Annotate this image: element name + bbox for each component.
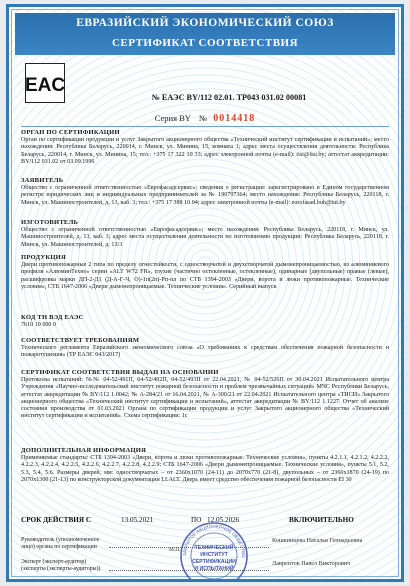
series-number: 0014418 [213,113,256,124]
section-title: ПРОДУКЦИЯ [21,254,66,261]
expert-name: Лаврентов Павел Викторович [272,560,351,567]
section-text: Общество с ограниченной ответственностью «Еврофасадсервис»; сведения о регистрации: зарегистрировано в Едином государственном регистре юридических лиц и индивидуальных предпринимателей за № 190797364; место нахождения: Республика Беларусь, 220118, г. Минск, ул. Машиностроителей, д. 13, каб. 3; тел.: +375 17 388 10 04; адрес электронной почты (e-mail): eurofasad.buh@tut.by [21,185,389,206]
section-title: СЕРТИФИКАТ СООТВЕТСТВИЯ ВЫДАН НА ОСНОВАНИИ [21,369,219,376]
section-text: Двери противопожарные 2 типа по пределу огнестойкости, с одностворчатой и двухстворчатой дымонепроницаемостью, из алюминиевого профиля «АлюминТехно» серии «ALT W72 FR», глухие (частично остекленные, остекленные), одинарные (двупольные) правые (левые), расшифровка марки ДП-2-Д1 (Д-А-Г-Ч, О)-1п(2п)-Рп-пл по СТБ 1394-2003 «Двери, ворота и люки противопожарные. Технические условия», СТБ 1647-2006 «Двери дымонепроницаемые. Технические условия». Серийный выпуск [21,262,389,290]
section-applicant [21,177,389,207]
head-label-line-1: Руководитель (уполномоченное [21,537,100,543]
union-title: ЕВРАЗИЙСКИЙ ЭКОНОМИЧЕСКИЙ СОЮЗ [76,17,334,29]
section-text: Применяемые стандарты: СТБ 1394-2003 «Двери, ворота и люки противопожарные. Технические условия», пункты 4.2.1.1, 4.2.1.2, 4.2.2.2, 4.2.2.3, 4.2.2.4, 4.2.2.5, 4.2.2.6, 4.2.2.7, 4.2.2.8, 4.2.2.9; СТБ 1647-2006 «Двери дымонепроницаемые. Технические условия», пункты 5.1, 5.2, 5.3, 5.4, 5.6. Размеры дверей, мм: одностворчатых – от 2360х1070 (24-11) до 2070х770 (21-8), двупольных – от 2360х1870 (24-19) по 2070х1300 (21-13) по конструкторской документации LI.ALT. Дверь имеет средство обеспечения пожарной безопасности EI 30 [21,455,389,483]
section-text: Общество с ограниченной ответственностью «Еврофасадсервис»; место нахождения: Республика Беларусь, 220118, г. Минск, ул. Машиностроителей, д. 13, каб. 3; адрес места осуществления деятельности по изготовлению продукции: Республика Беларусь, 220118, г. Минск, ул. Машиностроителей, д. 13/3 [21,227,389,248]
seal-place-label: М.П. [169,547,181,553]
head-label-line-2: лицо) органа по сертификации [21,543,97,550]
term-inclusive: ВКЛЮЧИТЕЛЬНО [289,516,354,524]
expert-signature-label [21,559,100,572]
stamp-line-4: И ИСПЫТАНИЙ [194,566,234,572]
term-to: 12.05.2026 [207,516,240,524]
section-title: КОД ТН ВЭД ЕАЭС [21,314,84,321]
registration-number: № ЕАЭС BY/112 02.01. ТР043 031.02 00081 [151,93,307,102]
section-text: 7610 10 000 0 [21,322,57,329]
certificate [6,4,404,582]
header-banner [15,13,395,55]
series-label: Серия BY [154,113,191,123]
stamp-line-3: СЕРТИФИКАЦИИ [192,559,236,565]
section-basis [21,369,389,420]
term-to-label: ПО [191,516,202,524]
section-text: Технического регламента Евразийского экономического союза «О требованиях к средствам обеспечения пожарной безопасности и пожаротушения» (ТР ЕАЭС 043/2017) [21,345,389,359]
section-title: ИЗГОТОВИТЕЛЬ [21,219,79,226]
section-product [21,254,389,291]
section-text: Орган по сертификации продукции и услуг Закрытого акционерного общества «Технический институт сертификации и испытаний»; место нахождения: Республика Беларусь, 220014, г. Минск, ул. Минина, 15, комната 1; адрес места осуществления деятельности: Республика Беларусь, 220014, г. Минск, ул. Минина, 15; тел.: +375 17 322 10 33; адрес электронной почты (e-mail): tisi@tisi.by; аттестат аккредитации: BY/112 031.02 от 03.09.1996 [21,137,389,165]
divider [21,126,389,127]
term-label: СРОК ДЕЙСТВИЯ С [21,516,92,524]
stamp-ring-text: ЗАКРЫТОЕ АКЦИОНЕРНОЕ ОБЩЕСТВО [181,523,247,558]
expert-label-line-2: (эксперты (эксперты-аудиторы)) [21,565,101,572]
stamp-line-1: ТЕХНИЧЕСКИЙ [194,545,234,551]
organization-stamp-icon [179,521,249,582]
head-signature-label [21,537,99,550]
series-number-symbol: № [199,113,208,123]
section-title: ОРГАН ПО СЕРТИФИКАЦИИ [21,129,120,136]
section-additional [21,447,389,484]
section-manufacturer [21,219,389,249]
series-line [9,113,401,124]
section-title: ДОПОЛНИТЕЛЬНАЯ ИНФОРМАЦИЯ [21,447,147,454]
eac-logo-icon [25,63,65,103]
section-title: СООТВЕТСТВУЕТ ТРЕБОВАНИЯМ [21,337,140,344]
document-title: СЕРТИФИКАТ СООТВЕТСТВИЯ [111,37,299,49]
section-requirements [21,337,389,360]
head-name: Кошкинцева Наталья Геннадьевна [272,537,363,544]
term-from: 13.05.2021 [121,516,154,524]
section-certification-body [21,129,389,166]
eac-logo-text: EAC [25,75,65,96]
section-title: ЗАЯВИТЕЛЬ [21,177,64,184]
expert-label-line-1: Эксперт (эксперт-аудитор) [21,559,87,565]
stamp-line-2: ИНСТИТУТ [200,552,228,558]
section-text: Протоколы испытаний: №№ 04-52/491П, 04-52/492П, 04-52/493П от 22.04.2021, № 04-52/526П от 30.04.2021 Испытательного центра Учреждения «Научно-исследовательский институт пожарной безопасности и проблем чрезвычайных ситуаций» МЧС Республики Беларусь, аттестат аккредитации № BY/112 1.0042; № А-284/21 от 16.04.2021, № А-300/21 от 22.04.2021 Испытательного центра «ТИСИ» Закрытого акционерного общества «Технический институт сертификации и испытаний», аттестат аккредитации № BY/112 1.1227. Отчет об анализе состояния производства от 01.03.2021 Органа по сертификации продукции и услуг Закрытого акционерного общества «Технический институт сертификации и испытаний». Схема сертификации: 1с [21,377,389,420]
section-tnved [21,314,389,329]
